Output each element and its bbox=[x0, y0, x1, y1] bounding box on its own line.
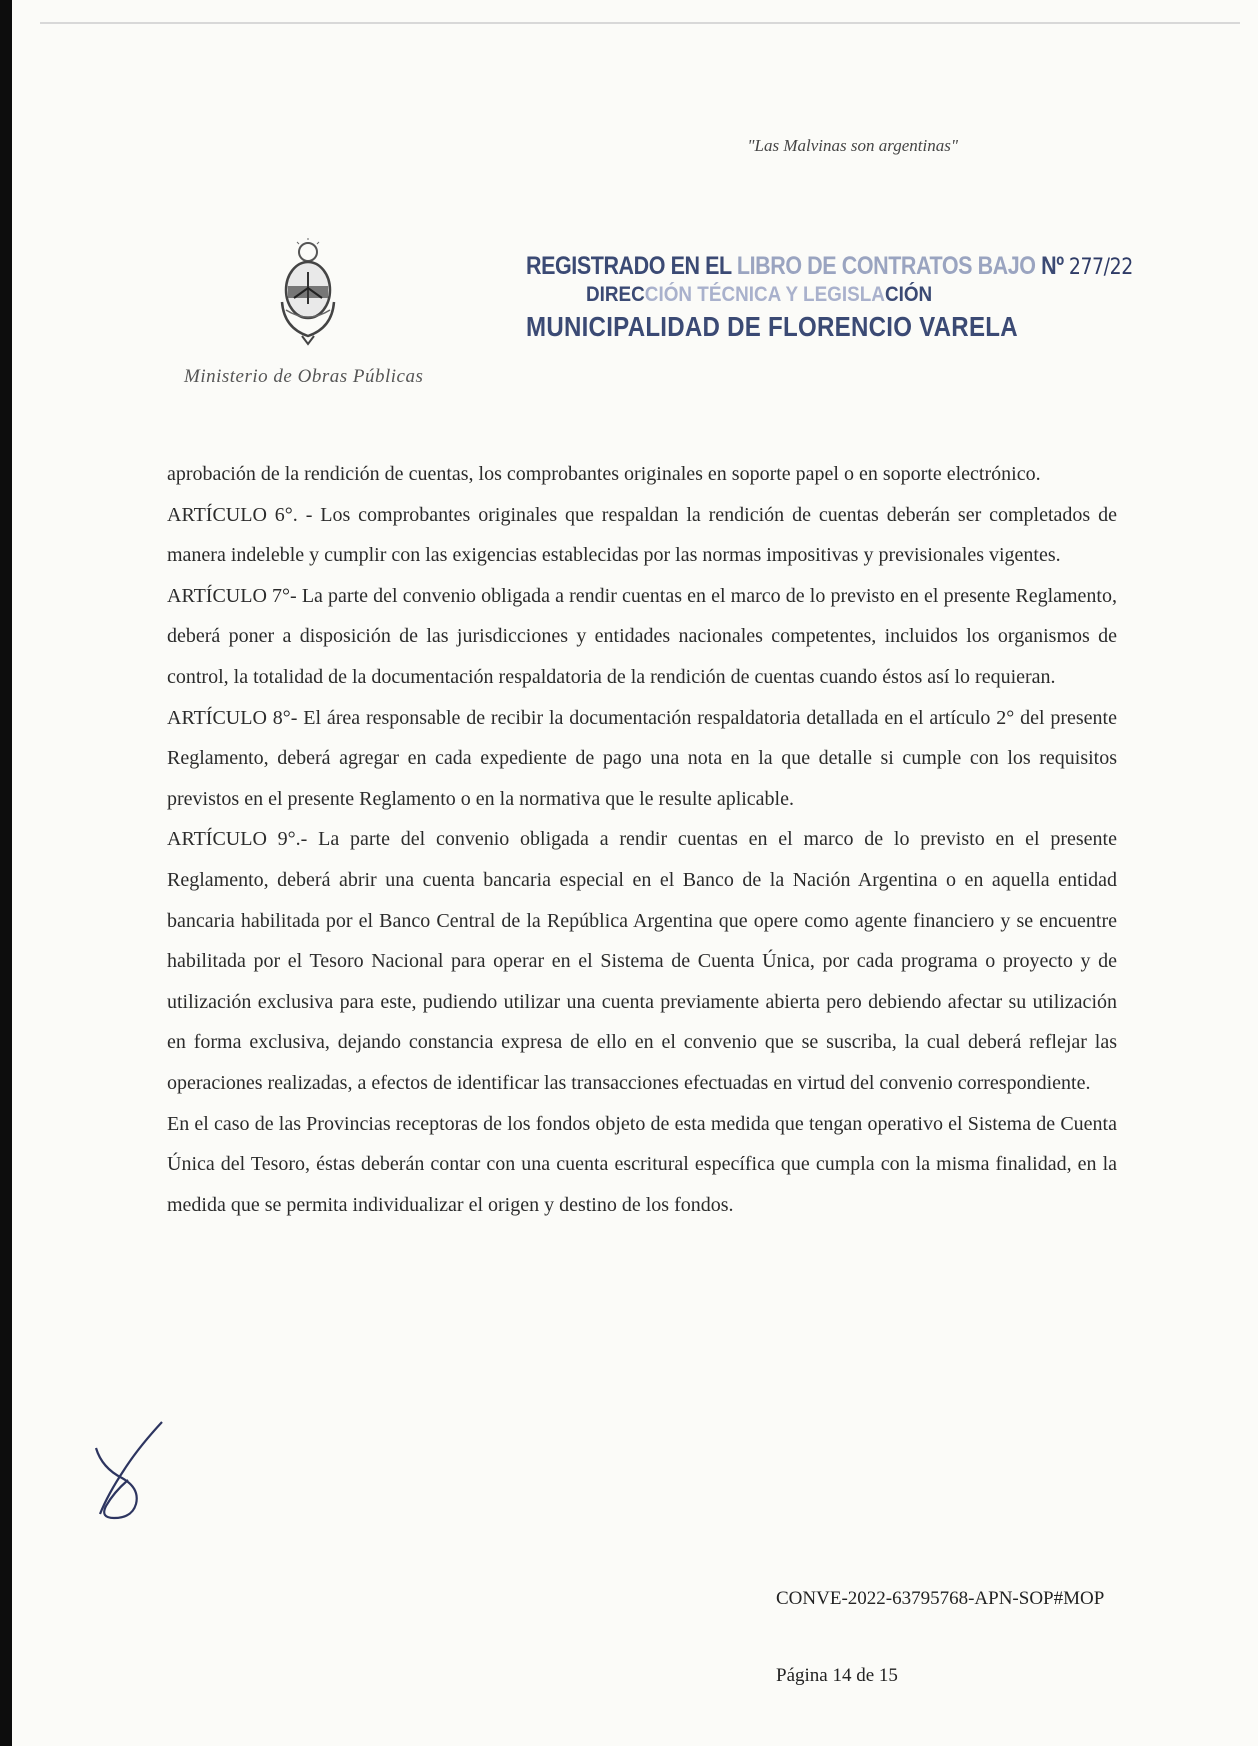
scan-edge bbox=[0, 0, 12, 1746]
page-number: Página 14 de 15 bbox=[776, 1665, 898, 1686]
body-paragraph-provinces: En el caso de las Provincias receptoras de los fondos objeto de esta medida que tengan operativo el Sistema de Cuenta Única del Tesoro, éstas deberán contar con una cuenta escritural específica que cumpla con la misma finalidad, en la medida que se permita individualizar el origen y destino de los fondos. bbox=[167, 1112, 1117, 1216]
stamp-line-1-faded: LIBRO DE CONTRATOS BAJO bbox=[731, 252, 1036, 280]
header-motto: "Las Malvinas son argentinas" bbox=[747, 136, 958, 155]
ministry-name: Ministerio de Obras Públicas bbox=[184, 366, 424, 387]
stamp-line-2-text: DIREC bbox=[586, 283, 645, 306]
article-8: ARTÍCULO 8°- El área responsable de recibir la documentación respaldatoria detallada en el artículo 2° del presente Reglamento, deberá agregar en cada expediente de pago una nota en la que detalle si cumple con los requisitos previstos en el presente Reglamento o en la normativa que le resulte aplicable. bbox=[167, 706, 1117, 810]
signature-icon bbox=[88, 1418, 168, 1528]
article-7: ARTÍCULO 7°- La parte del convenio obligada a rendir cuentas en el marco de lo previsto en el presente Reglamento, deberá poner a disposición de las jurisdicciones y entidades nacionales competentes, incluidos los organismos de control, la totalidad de la documentación respaldatoria de la rendición de cuentas cuando éstos así lo requieran. bbox=[167, 584, 1117, 688]
stamp-line-1-end: Nº bbox=[1035, 252, 1064, 280]
document-body bbox=[167, 454, 1117, 1225]
stamp-line-1 bbox=[526, 252, 1133, 281]
article-9: ARTÍCULO 9°.- La parte del convenio obligada a rendir cuentas en el marco de lo previsto en el presente Reglamento, deberá abrir una cuenta bancaria especial en el Banco de la Nación Argentina o en aquella entidad bancaria habilitada por el Banco Central de la República Argentina que opere como agente financiero y se encuentre habilitada por el Tesoro Nacional para operar en el Sistema de Cuenta Única, por cada programa o proyecto y de utilización exclusiva para este, pudiendo utilizar una cuenta previamente abierta pero debiendo afectar su utilización en forma exclusiva, dejando constancia expresa de ello en el convenio que se suscriba, la cual deberá reflejar las operaciones realizadas, a efectos de identificar las transacciones efectuadas en virtud del convenio correspondiente. bbox=[167, 828, 1117, 1094]
stamp-line-1-text: REGISTRADO EN EL bbox=[526, 252, 732, 280]
stamp-municipality: MUNICIPALIDAD DE FLORENCIO VARELA bbox=[526, 311, 1018, 342]
stamp-line-2 bbox=[586, 283, 1000, 307]
coat-of-arms-icon bbox=[272, 238, 344, 346]
registration-stamp bbox=[526, 252, 1133, 343]
document-code: CONVE-2022-63795768-APN-SOP#MOP bbox=[776, 1588, 1105, 1609]
stamp-line-2-faded: CIÓN TÉCNICA Y LEGISLA bbox=[644, 283, 885, 306]
scan-top-rule bbox=[40, 22, 1240, 24]
body-paragraph: aprobación de la rendición de cuentas, los comprobantes originales en soporte papel o en soporte electrónico. bbox=[167, 463, 1041, 485]
stamp-line-2-end: CIÓN bbox=[884, 283, 933, 306]
stamp-handwritten-number: 277/22 bbox=[1068, 255, 1133, 280]
article-6: ARTÍCULO 6°. - Los comprobantes originales que respaldan la rendición de cuentas deberán ser completados de manera indeleble y cumplir con las exigencias establecidas por las normas impositivas y previsionales vigentes. bbox=[167, 503, 1117, 567]
